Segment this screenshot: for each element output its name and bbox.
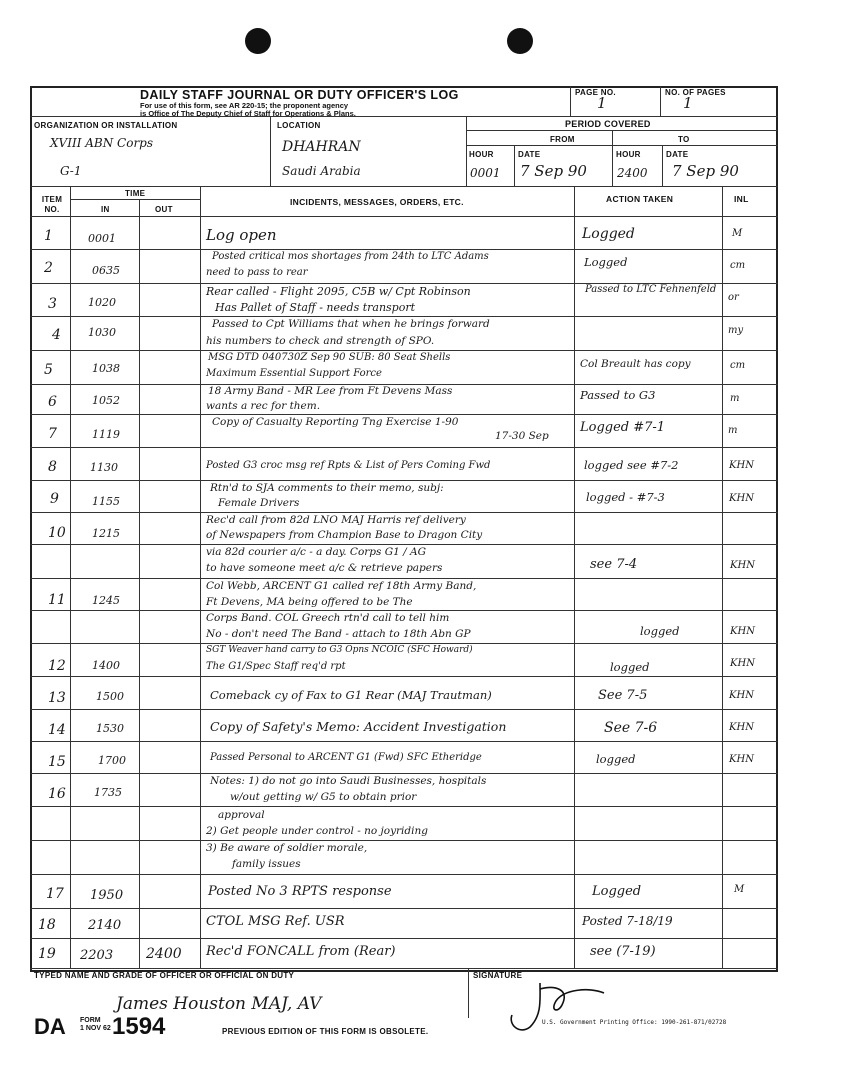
entry-text: MSG DTD 040730Z Sep 90 SUB: 80 Seat Shells	[208, 352, 451, 363]
entry-text: of Newspapers from Champion Base to Dragon City	[206, 529, 483, 541]
entry-item-no: 18	[38, 917, 56, 933]
entry-item-no: 5	[44, 362, 53, 378]
no-of-pages-value: 1	[683, 94, 693, 112]
entry-item-no: 14	[48, 722, 66, 738]
entry-text: Passed to Cpt Williams that when he brings forward	[212, 318, 490, 330]
from-label: FROM	[550, 135, 575, 144]
entry-text: his numbers to check and strength of SPO.	[206, 335, 435, 347]
entry-item-no: 2	[44, 260, 53, 276]
entry-text: Has Pallet of Staff - needs transport	[215, 301, 416, 314]
entry-text: family issues	[232, 858, 301, 870]
entry-text: Passed Personal to ARCENT G1 (Fwd) SFC Etheridge	[210, 752, 482, 763]
entry-initials: my	[728, 325, 744, 336]
entry-action: see (7-19)	[590, 944, 656, 959]
entry-item-no: 1	[44, 228, 53, 244]
entry-text: Log open	[206, 226, 277, 244]
page-no-label: PAGE NO.	[575, 88, 616, 97]
entry-action: Col Breault has copy	[580, 358, 691, 370]
entry-time-in: 1038	[92, 362, 120, 375]
entry-text: Posted critical mos shortages from 24th to LTC Adams	[212, 251, 489, 262]
entry-initials: m	[728, 425, 738, 436]
entry-text: 2) Get people under control - no joyriding	[206, 825, 428, 837]
entry-text: Comeback cy of Fax to G1 Rear (MAJ Trautman)	[210, 688, 492, 702]
from-hour-label: HOUR	[469, 150, 494, 159]
entry-text: Notes: 1) do not go into Saudi Businesses, hospitals	[210, 775, 487, 787]
entry-time-in: 1155	[92, 495, 120, 508]
entry-initials: KHN	[729, 460, 754, 471]
org-value-2: G-1	[60, 164, 82, 178]
entry-action: Logged	[592, 884, 642, 899]
org-label: ORGANIZATION OR INSTALLATION	[34, 121, 178, 130]
entry-item-no: 8	[48, 459, 57, 475]
entry-text: No - don't need The Band - attach to 18th Abn GP	[206, 628, 471, 640]
officer-name: James Houston MAJ, AV	[116, 994, 322, 1014]
entry-item-no: 4	[52, 327, 61, 343]
from-hour-value: 0001	[470, 166, 501, 180]
entry-text: SGT Weaver hand carry to G3 Opns NCOIC (SFC Howard)	[206, 645, 473, 655]
punch-hole-left	[245, 28, 271, 54]
entry-time-in: 1030	[88, 326, 116, 339]
to-date-value: 7 Sep 90	[672, 162, 739, 180]
entry-initials: KHN	[729, 690, 754, 701]
entry-text: approval	[218, 809, 265, 821]
entry-item-no: 13	[48, 690, 66, 706]
entry-text: need to pass to rear	[206, 267, 308, 278]
entry-initials: KHN	[729, 493, 754, 504]
entry-item-no: 12	[48, 658, 66, 674]
entry-item-no: 6	[48, 394, 57, 410]
punch-hole-right	[507, 28, 533, 54]
typed-name-label: TYPED NAME AND GRADE OF OFFICER OR OFFICIAL ON DUTY	[34, 971, 295, 980]
entry-text: Posted No 3 RPTS response	[208, 884, 392, 899]
entry-time-in: 1215	[92, 527, 120, 540]
entry-initials: m	[730, 393, 740, 404]
entry-text: via 82d courier a/c - a day. Corps G1 / AG	[206, 546, 426, 558]
entry-action: Passed to LTC Fehnenfeld	[585, 284, 717, 295]
to-hour-label: HOUR	[616, 150, 641, 159]
from-date-label: DATE	[518, 150, 541, 159]
officer-signature	[500, 975, 610, 1035]
no-of-pages-label: NO. OF PAGES	[665, 88, 726, 97]
location-value-2: Saudi Arabia	[282, 164, 361, 178]
entry-time-in: 1245	[92, 594, 120, 607]
entry-time-in: 1700	[98, 754, 126, 767]
col-out-header: OUT	[155, 205, 173, 214]
col-inl-header: INL	[734, 194, 749, 204]
entry-time-in: 2140	[88, 918, 122, 933]
location-value: DHAHRAN	[282, 139, 361, 155]
entry-text: Maximum Essential Support Force	[206, 368, 382, 379]
entry-action: Posted 7-18/19	[582, 914, 673, 928]
entry-initials: KHN	[730, 658, 755, 669]
entry-time-in: 1052	[92, 394, 120, 407]
entry-item-no: 11	[48, 592, 66, 608]
entry-item-no: 9	[50, 491, 59, 507]
entry-action: Logged	[584, 255, 628, 269]
form-label: FORM	[80, 1017, 101, 1024]
entry-text: 18 Army Band - MR Lee from Ft Devens Mass	[208, 385, 453, 397]
entry-text: 17-30 Sep	[495, 430, 549, 442]
entry-text: CTOL MSG Ref. USR	[206, 914, 345, 929]
entry-time-in: 1530	[96, 722, 124, 735]
printing-office-note: U.S. Government Printing Office: 1990-261-871/02728	[542, 1019, 727, 1026]
entry-action: Logged	[582, 226, 635, 242]
to-hour-value: 2400	[617, 166, 648, 180]
to-date-label: DATE	[666, 150, 689, 159]
form-subtitle-1: For use of this form, see AR 220-15; the proponent agency	[140, 101, 349, 110]
entry-time-in: 0635	[92, 264, 120, 277]
to-label: TO	[678, 135, 690, 144]
entry-time-in: 0001	[88, 232, 116, 245]
col-in-header: IN	[101, 205, 110, 214]
entry-action: logged - #7-3	[586, 490, 665, 504]
col-incidents-header: INCIDENTS, MESSAGES, ORDERS, ETC.	[290, 197, 464, 207]
location-label: LOCATION	[277, 121, 321, 130]
col-item-header: ITEM NO.	[41, 195, 63, 214]
entry-initials: KHN	[729, 754, 754, 765]
entry-action: logged see #7-2	[584, 458, 679, 472]
entry-action: Logged #7-1	[580, 420, 666, 435]
form-word	[80, 1017, 111, 1033]
col-time-header: TIME	[125, 189, 146, 198]
form-subtitle-2: is Office of The Deputy Chief of Staff for Operations & Plans.	[140, 109, 356, 118]
entry-initials: KHN	[730, 626, 755, 637]
entry-action: logged	[640, 624, 680, 638]
entry-item-no: 7	[48, 426, 57, 442]
signature-label: SIGNATURE	[473, 971, 523, 980]
form-number: 1594	[112, 1013, 166, 1040]
entry-text: Rear called - Flight 2095, C5B w/ Cpt Robinson	[206, 285, 471, 298]
entry-time-in: 1950	[90, 888, 124, 903]
entry-action: logged	[610, 660, 650, 674]
entry-time-in: 1400	[92, 659, 120, 672]
entry-text: 3) Be aware of soldier morale,	[206, 842, 368, 854]
entry-initials: cm	[730, 360, 746, 371]
col-action-header: ACTION TAKEN	[606, 194, 674, 204]
entry-item-no: 16	[48, 786, 66, 802]
entry-time-in: 1130	[90, 461, 118, 474]
entry-time-in: 2203	[80, 948, 114, 963]
org-value: XVIII ABN Corps	[50, 136, 154, 150]
entry-initials: KHN	[729, 722, 754, 733]
entry-item-no: 3	[48, 296, 57, 312]
entry-time-out: 2400	[146, 946, 182, 962]
entry-time-in: 1500	[96, 690, 124, 703]
form-date: 1 NOV 62	[80, 1025, 111, 1032]
entry-action: logged	[596, 752, 636, 766]
entry-text: Col Webb, ARCENT G1 called ref 18th Army Band,	[206, 580, 477, 592]
previous-edition-note: PREVIOUS EDITION OF THIS FORM IS OBSOLETE.	[222, 1027, 429, 1036]
entry-text: Copy of Safety's Memo: Accident Investigation	[210, 719, 507, 734]
entry-text: Corps Band. COL Greech rtn'd call to tell him	[206, 612, 450, 624]
entry-initials: M	[732, 228, 743, 239]
form-title: DAILY STAFF JOURNAL OR DUTY OFFICER'S LOG	[140, 88, 459, 102]
entry-text: Ft Devens, MA being offered to be The	[206, 596, 413, 608]
from-date-value: 7 Sep 90	[520, 162, 587, 180]
entry-initials: or	[728, 292, 739, 303]
entry-initials: M	[734, 884, 745, 895]
page-no-value: 1	[597, 94, 607, 112]
entry-text: Rtn'd to SJA comments to their memo, subj:	[210, 482, 444, 494]
entry-time-in: 1735	[94, 786, 122, 799]
entry-time-in: 1119	[92, 428, 120, 441]
entry-action: See 7-5	[598, 688, 648, 703]
entry-text: Rec'd FONCALL from (Rear)	[206, 944, 396, 959]
entry-initials: KHN	[730, 560, 755, 571]
entry-initials: cm	[730, 260, 746, 271]
form-id: DA	[34, 1014, 66, 1039]
entry-time-in: 1020	[88, 296, 116, 309]
entry-action: see 7-4	[590, 557, 638, 572]
entry-action: Passed to G3	[580, 388, 656, 402]
entry-item-no: 19	[38, 946, 56, 962]
entry-text: wants a rec for them.	[206, 400, 321, 412]
entry-text: Posted G3 croc msg ref Rpts & List of Pers Coming Fwd	[206, 460, 491, 471]
entry-text: Copy of Casualty Reporting Tng Exercise 1-90	[212, 416, 459, 428]
entry-text: to have someone meet a/c & retrieve papers	[206, 562, 443, 574]
entry-item-no: 15	[48, 754, 66, 770]
entry-action: See 7-6	[604, 720, 658, 736]
entry-text: Rec'd call from 82d LNO MAJ Harris ref delivery	[206, 514, 466, 526]
entry-text: Female Drivers	[218, 497, 300, 509]
entry-text: w/out getting w/ G5 to obtain prior	[230, 791, 417, 803]
period-covered-label: PERIOD COVERED	[565, 119, 651, 129]
entry-item-no: 17	[46, 886, 64, 902]
entry-item-no: 10	[48, 525, 66, 541]
entry-text: The G1/Spec Staff req'd rpt	[206, 661, 346, 672]
